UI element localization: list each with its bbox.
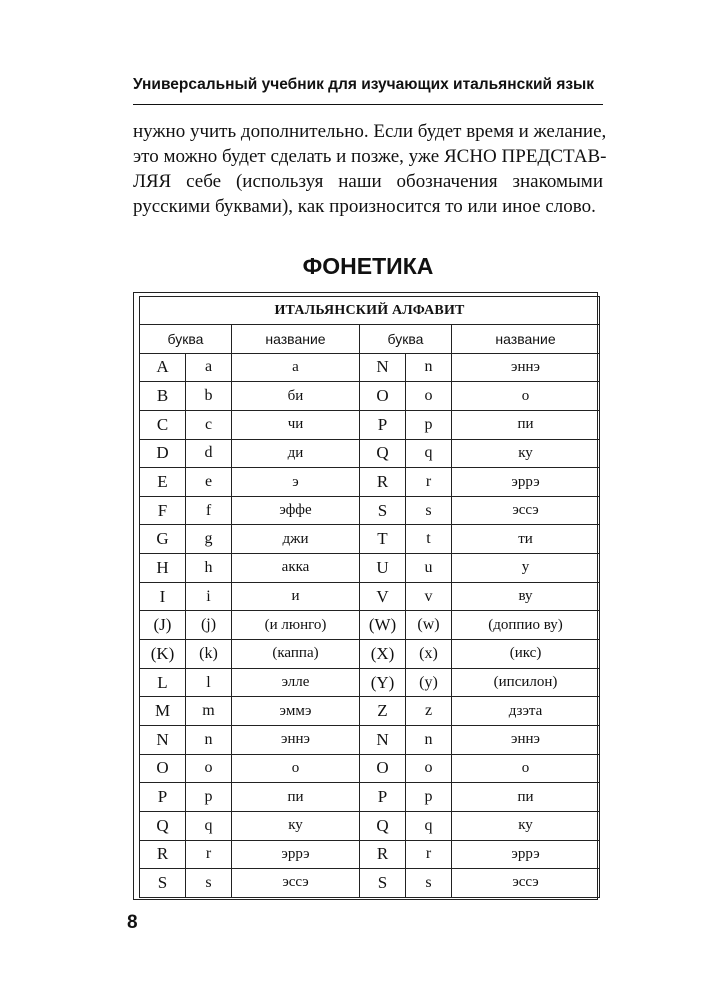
letter-name-cell: ву <box>452 582 600 611</box>
table-row <box>140 754 600 783</box>
body-line: это можно будет сделать и позже, уже ЯСНО ПРЕДСТАВ- <box>133 146 607 167</box>
column-header-name: название <box>452 325 600 354</box>
uppercase-letter-cell: Q <box>140 811 186 840</box>
letter-name-cell: эссэ <box>232 869 360 898</box>
letter-name-cell: эррэ <box>232 840 360 869</box>
uppercase-letter-cell: (J) <box>140 611 186 640</box>
column-header-name: название <box>232 325 360 354</box>
letter-name-cell: элле <box>232 668 360 697</box>
body-line: ЛЯЯ себе (используя наши обозначения знакомыми <box>133 171 603 192</box>
table-row <box>140 869 600 898</box>
letter-name-cell: эссэ <box>452 496 600 525</box>
uppercase-letter-cell: F <box>140 496 186 525</box>
letter-name-cell: акка <box>232 554 360 583</box>
letter-name-cell: ти <box>452 525 600 554</box>
section-title: ФОНЕТИКА <box>302 253 434 279</box>
lowercase-letter-cell: p <box>406 783 452 812</box>
lowercase-letter-cell: s <box>406 869 452 898</box>
lowercase-letter-cell: v <box>406 582 452 611</box>
uppercase-letter-cell: N <box>140 725 186 754</box>
lowercase-letter-cell: r <box>406 468 452 497</box>
body-line: русскими буквами), как произносится то или иное слово. <box>133 196 596 217</box>
lowercase-letter-cell: (j) <box>186 611 232 640</box>
uppercase-letter-cell: S <box>360 496 406 525</box>
letter-name-cell: эннэ <box>452 353 600 382</box>
table-row <box>140 611 600 640</box>
table-row <box>140 811 600 840</box>
lowercase-letter-cell: p <box>186 783 232 812</box>
header-rule <box>133 104 603 105</box>
uppercase-letter-cell: Q <box>360 811 406 840</box>
uppercase-letter-cell: T <box>360 525 406 554</box>
letter-name-cell: э <box>232 468 360 497</box>
lowercase-letter-cell: c <box>186 410 232 439</box>
lowercase-letter-cell: s <box>406 496 452 525</box>
table-row <box>140 582 600 611</box>
letter-name-cell: (каппа) <box>232 640 360 669</box>
uppercase-letter-cell: (X) <box>360 640 406 669</box>
lowercase-letter-cell: (y) <box>406 668 452 697</box>
letter-name-cell: ку <box>232 811 360 840</box>
letter-name-cell: чи <box>232 410 360 439</box>
lowercase-letter-cell: n <box>406 725 452 754</box>
table-row <box>140 353 600 382</box>
letter-name-cell: ди <box>232 439 360 468</box>
lowercase-letter-cell: i <box>186 582 232 611</box>
uppercase-letter-cell: S <box>140 869 186 898</box>
letter-name-cell: би <box>232 382 360 411</box>
letter-name-cell: (и люнго) <box>232 611 360 640</box>
table-row <box>140 410 600 439</box>
letter-name-cell: и <box>232 582 360 611</box>
uppercase-letter-cell: O <box>140 754 186 783</box>
lowercase-letter-cell: z <box>406 697 452 726</box>
uppercase-letter-cell: E <box>140 468 186 497</box>
lowercase-letter-cell: r <box>186 840 232 869</box>
letter-name-cell: джи <box>232 525 360 554</box>
table-row <box>140 697 600 726</box>
table-row <box>140 468 600 497</box>
uppercase-letter-cell: O <box>360 382 406 411</box>
uppercase-letter-cell: S <box>360 869 406 898</box>
table-row <box>140 640 600 669</box>
uppercase-letter-cell: B <box>140 382 186 411</box>
table-row <box>140 439 600 468</box>
letter-name-cell: эммэ <box>232 697 360 726</box>
letter-name-cell: (ипсилон) <box>452 668 600 697</box>
lowercase-letter-cell: o <box>406 754 452 783</box>
uppercase-letter-cell: C <box>140 410 186 439</box>
letter-name-cell: пи <box>232 783 360 812</box>
letter-name-cell: эннэ <box>232 725 360 754</box>
letter-name-cell: пи <box>452 783 600 812</box>
lowercase-letter-cell: a <box>186 353 232 382</box>
uppercase-letter-cell: (K) <box>140 640 186 669</box>
lowercase-letter-cell: q <box>406 439 452 468</box>
lowercase-letter-cell: (w) <box>406 611 452 640</box>
lowercase-letter-cell: b <box>186 382 232 411</box>
uppercase-letter-cell: I <box>140 582 186 611</box>
alphabet-table <box>139 296 600 898</box>
column-header-letter: буква <box>360 325 452 354</box>
lowercase-letter-cell: o <box>406 382 452 411</box>
letter-name-cell: о <box>452 382 600 411</box>
lowercase-letter-cell: s <box>186 869 232 898</box>
lowercase-letter-cell: e <box>186 468 232 497</box>
uppercase-letter-cell: R <box>360 840 406 869</box>
letter-name-cell: эффе <box>232 496 360 525</box>
uppercase-letter-cell: Z <box>360 697 406 726</box>
table-row <box>140 840 600 869</box>
lowercase-letter-cell: (x) <box>406 640 452 669</box>
uppercase-letter-cell: N <box>360 353 406 382</box>
letter-name-cell: ку <box>452 811 600 840</box>
lowercase-letter-cell: n <box>406 353 452 382</box>
lowercase-letter-cell: m <box>186 697 232 726</box>
uppercase-letter-cell: P <box>360 783 406 812</box>
uppercase-letter-cell: V <box>360 582 406 611</box>
uppercase-letter-cell: R <box>360 468 406 497</box>
letter-name-cell: дзэта <box>452 697 600 726</box>
lowercase-letter-cell: h <box>186 554 232 583</box>
lowercase-letter-cell: r <box>406 840 452 869</box>
uppercase-letter-cell: R <box>140 840 186 869</box>
table-row <box>140 382 600 411</box>
uppercase-letter-cell: G <box>140 525 186 554</box>
table-row <box>140 783 600 812</box>
table-row <box>140 725 600 754</box>
letter-name-cell: эррэ <box>452 468 600 497</box>
uppercase-letter-cell: L <box>140 668 186 697</box>
running-head: Универсальный учебник для изучающих итальянский язык <box>133 76 595 93</box>
letter-name-cell: эссэ <box>452 869 600 898</box>
lowercase-letter-cell: q <box>406 811 452 840</box>
lowercase-letter-cell: f <box>186 496 232 525</box>
letter-name-cell: (икс) <box>452 640 600 669</box>
uppercase-letter-cell: M <box>140 697 186 726</box>
uppercase-letter-cell: A <box>140 353 186 382</box>
column-header-letter: буква <box>140 325 232 354</box>
table-row <box>140 496 600 525</box>
letter-name-cell: у <box>452 554 600 583</box>
letter-name-cell: ку <box>452 439 600 468</box>
lowercase-letter-cell: d <box>186 439 232 468</box>
uppercase-letter-cell: Q <box>360 439 406 468</box>
letter-name-cell: о <box>452 754 600 783</box>
uppercase-letter-cell: H <box>140 554 186 583</box>
table-row <box>140 554 600 583</box>
lowercase-letter-cell: g <box>186 525 232 554</box>
uppercase-letter-cell: O <box>360 754 406 783</box>
lowercase-letter-cell: l <box>186 668 232 697</box>
letter-name-cell: эннэ <box>452 725 600 754</box>
lowercase-letter-cell: u <box>406 554 452 583</box>
uppercase-letter-cell: (W) <box>360 611 406 640</box>
uppercase-letter-cell: N <box>360 725 406 754</box>
body-paragraph <box>133 119 607 219</box>
lowercase-letter-cell: q <box>186 811 232 840</box>
table-header-row <box>140 325 600 354</box>
lowercase-letter-cell: t <box>406 525 452 554</box>
letter-name-cell: (доппио ву) <box>452 611 600 640</box>
uppercase-letter-cell: U <box>360 554 406 583</box>
letter-name-cell: эррэ <box>452 840 600 869</box>
lowercase-letter-cell: p <box>406 410 452 439</box>
table-caption: ИТАЛЬЯНСКИЙ АЛФАВИТ <box>140 297 600 325</box>
lowercase-letter-cell: n <box>186 725 232 754</box>
lowercase-letter-cell: (k) <box>186 640 232 669</box>
page-number: 8 <box>127 912 138 933</box>
letter-name-cell: а <box>232 353 360 382</box>
uppercase-letter-cell: P <box>360 410 406 439</box>
table-row <box>140 525 600 554</box>
uppercase-letter-cell: D <box>140 439 186 468</box>
body-line: нужно учить дополнительно. Если будет время и желание, <box>133 121 607 142</box>
table-row <box>140 668 600 697</box>
uppercase-letter-cell: P <box>140 783 186 812</box>
letter-name-cell: о <box>232 754 360 783</box>
letter-name-cell: пи <box>452 410 600 439</box>
lowercase-letter-cell: o <box>186 754 232 783</box>
uppercase-letter-cell: (Y) <box>360 668 406 697</box>
